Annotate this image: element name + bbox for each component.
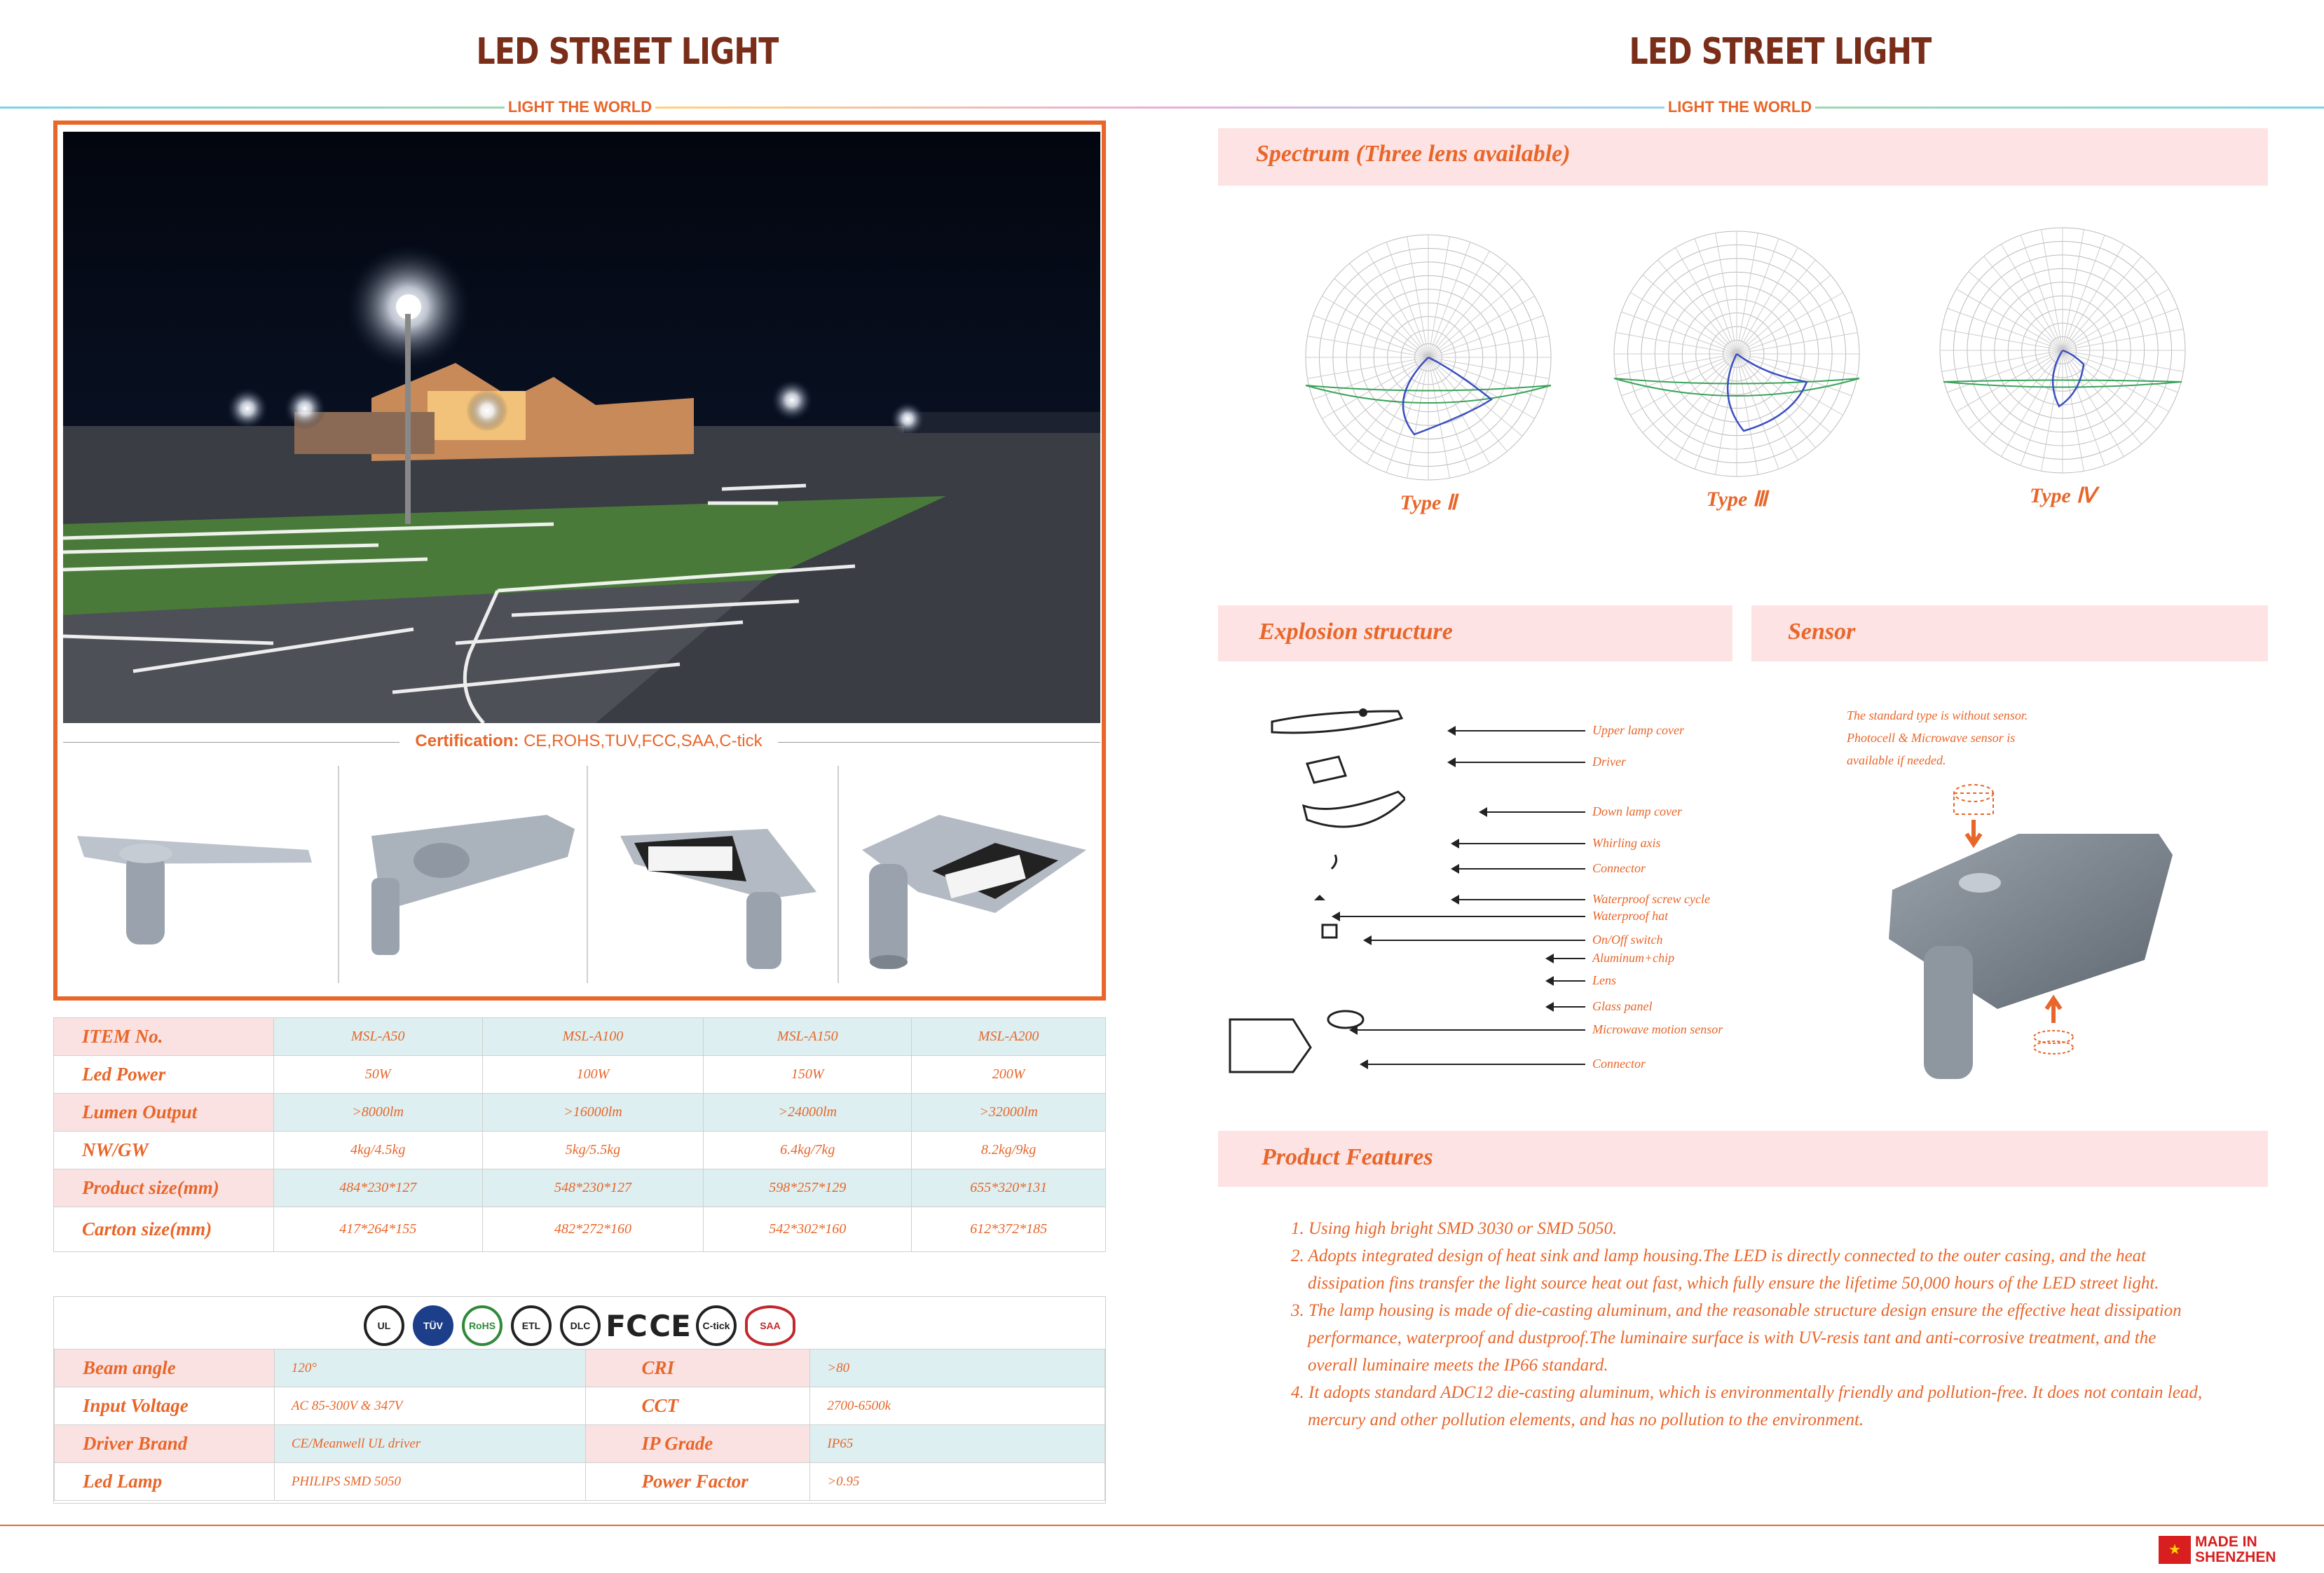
explosion-part-label: Lens [1592, 973, 1617, 987]
features-title: Product Features [1262, 1144, 1433, 1170]
polar-type-label: Type Ⅲ [1706, 488, 1768, 511]
feature-line: 3. The lamp housing is made of die-casting aluminum, and the reasonable structure design ensure the effective heat dissipation [1291, 1301, 2182, 1320]
cert-icon-ce: CE [649, 1308, 691, 1343]
explosion-part-label: Waterproof screw cycle [1592, 892, 1710, 906]
leader-line [1458, 843, 1585, 844]
leader-arrowhead [1479, 807, 1487, 817]
leader-line [1552, 980, 1585, 982]
spec-value: 482*272*160 [482, 1207, 704, 1252]
sensor-band [1751, 605, 2268, 661]
param-value: AC 85-300V & 347V [274, 1387, 585, 1425]
polar-diagram [1607, 224, 1866, 483]
cert-icon-rohs: RoHS [462, 1305, 503, 1346]
right-tagline: LIGHT THE WORLD [1667, 98, 1812, 116]
leader-line [1552, 1006, 1585, 1008]
spectrum-title: Spectrum (Three lens available) [1256, 141, 1571, 167]
param-value: >80 [810, 1349, 1105, 1387]
leader-arrowhead [1349, 1025, 1358, 1035]
param-label: Beam angle [55, 1349, 275, 1387]
certification-value: CE,ROHS,TUV,FCC,SAA,C-tick [524, 731, 763, 750]
explosion-part-label: Upper lamp cover [1592, 723, 1684, 737]
spec-label: Led Power [54, 1056, 274, 1094]
feature-line: mercury and other pollution elements, and has no pollution to the environment. [1308, 1410, 1864, 1429]
spec-value: >8000lm [273, 1094, 482, 1132]
cert-icon-ul: UL [364, 1305, 404, 1346]
china-flag-icon: ★ [2159, 1536, 2191, 1564]
left-tagline: LIGHT THE WORLD [507, 98, 652, 116]
params-row [55, 1387, 1105, 1425]
param-label: IP Grade [585, 1425, 810, 1463]
param-label: Driver Brand [55, 1425, 275, 1463]
params-row [55, 1349, 1105, 1387]
param-label: Power Factor [585, 1463, 810, 1501]
made-in-line1: MADE IN [2195, 1534, 2257, 1550]
leader-arrowhead [1451, 864, 1459, 874]
spec-value: 484*230*127 [273, 1169, 482, 1207]
polar-diagram [1933, 221, 2192, 480]
product-side-view [70, 822, 329, 948]
spec-label: NW/GW [54, 1132, 274, 1169]
leader-arrowhead [1360, 1059, 1368, 1069]
spec-value: MSL-A200 [912, 1018, 1106, 1056]
explosion-part-label: Driver [1592, 755, 1626, 769]
product-bottom-view [606, 808, 831, 976]
leader-line [1454, 762, 1585, 763]
spec-table [53, 1017, 1106, 1252]
param-label: CRI [585, 1349, 810, 1387]
header-rule-right [1815, 107, 2324, 109]
features-list [1291, 1215, 2258, 1434]
cert-icon-saa: SAA [745, 1305, 795, 1346]
spec-value: 655*320*131 [912, 1169, 1106, 1207]
explosion-title: Explosion structure [1259, 619, 1453, 645]
spec-value: 50W [273, 1056, 482, 1094]
leader-line [1458, 868, 1585, 870]
feature-line: performance, waterproof and dustproof.The luminaire surface is with UV-resis tant and anti-corrosive treatment, and the [1308, 1328, 2156, 1347]
polar-type-label: Type Ⅳ [2029, 484, 2096, 507]
leader-arrowhead [1451, 895, 1459, 905]
params-row [55, 1425, 1105, 1463]
leader-line [1356, 1029, 1585, 1031]
params-table [54, 1349, 1105, 1501]
cert-icon-etl: ETL [511, 1305, 552, 1346]
product-top-view [357, 794, 582, 962]
spec-value: MSL-A50 [273, 1018, 482, 1056]
leader-arrowhead [1332, 912, 1340, 921]
spec-value: MSL-A100 [482, 1018, 704, 1056]
sensor-note-line: available if needed. [1847, 753, 1946, 767]
cert-icon-tv: TÜV [413, 1305, 453, 1346]
param-value: CE/Meanwell UL driver [274, 1425, 585, 1463]
leader-arrowhead [1545, 976, 1554, 986]
spec-value: 542*302*160 [704, 1207, 912, 1252]
cert-icons-row [54, 1303, 1105, 1349]
explosion-part-label: Microwave motion sensor [1592, 1022, 1723, 1036]
param-value: >0.95 [810, 1463, 1105, 1501]
sensor-note [1847, 704, 2141, 771]
spec-value: 4kg/4.5kg [273, 1132, 482, 1169]
spec-value: 417*264*155 [273, 1207, 482, 1252]
spec-row [54, 1094, 1106, 1132]
leader-line [1339, 916, 1585, 917]
spec-value: >16000lm [482, 1094, 704, 1132]
spec-value: 150W [704, 1056, 912, 1094]
leader-line [1552, 958, 1585, 959]
polar-diagram [1299, 228, 1558, 487]
cert-icon-dlc: DLC [560, 1305, 601, 1346]
spec-row [54, 1132, 1106, 1169]
explosion-band [1218, 605, 1732, 661]
explosion-part-label: Connector [1592, 861, 1646, 875]
feature-line: dissipation fins transfer the light source heat out fast, which fully ensure the lifetime 50,000 hours of the LED street light. [1308, 1274, 2159, 1293]
explosion-part-label: On/Off switch [1592, 933, 1663, 947]
explosion-part-label: Connector [1592, 1057, 1646, 1071]
certification-line [63, 731, 1100, 754]
feature-line: overall luminaire meets the IP66 standard. [1308, 1356, 1608, 1375]
leader-line [1367, 1064, 1585, 1065]
spec-value: 100W [482, 1056, 704, 1094]
spec-row [54, 1018, 1106, 1056]
leader-arrowhead [1451, 839, 1459, 849]
made-in-line2: SHENZHEN [2195, 1549, 2276, 1565]
sensor-title: Sensor [1788, 619, 1856, 645]
cert-icon-ctick: C-tick [696, 1305, 737, 1346]
product-photo-frame [53, 121, 1106, 1001]
footer-rule [0, 1525, 2324, 1526]
spec-value: >24000lm [704, 1094, 912, 1132]
parking-lot-photo [63, 132, 1100, 723]
leader-arrowhead [1545, 1002, 1554, 1012]
leader-line [1486, 811, 1585, 813]
feature-line: 2. Adopts integrated design of heat sink and lamp housing.The LED is directly connected to the outer casing, and the heat [1291, 1246, 2146, 1265]
header-rule-mid [655, 107, 1665, 109]
left-page-title: LED STREET LIGHT [476, 31, 779, 73]
leader-line [1458, 899, 1585, 900]
explosion-drawing [1223, 697, 1405, 1090]
leader-arrowhead [1447, 757, 1456, 767]
leader-line [1454, 730, 1585, 731]
leader-line [1370, 940, 1585, 941]
polar-type-label: Type Ⅱ [1400, 491, 1457, 514]
param-value: PHILIPS SMD 5050 [274, 1463, 585, 1501]
product-thumbnails [63, 766, 1100, 990]
feature-line: 4. It adopts standard ADC12 die-casting aluminum, which is environmentally friendly and pollution-free. It does not contain lead, [1291, 1383, 2203, 1402]
param-value: 120° [274, 1349, 585, 1387]
spec-label: Lumen Output [54, 1094, 274, 1132]
explosion-part-label: Aluminum+chip [1592, 951, 1675, 965]
spec-label: Product size(mm) [54, 1169, 274, 1207]
spec-value: >32000lm [912, 1094, 1106, 1132]
explosion-part-label: Waterproof hat [1592, 909, 1669, 923]
param-value: 2700-6500k [810, 1387, 1105, 1425]
explosion-part-label: Glass panel [1592, 999, 1653, 1013]
params-row [55, 1463, 1105, 1501]
explosion-part-label: Down lamp cover [1592, 804, 1682, 818]
sensor-note-line: Photocell & Microwave sensor is [1847, 731, 2016, 745]
product-angled-view [855, 808, 1093, 976]
right-page-title: LED STREET LIGHT [1629, 31, 1932, 73]
leader-arrowhead [1545, 954, 1554, 963]
feature-line: 1. Using high bright SMD 3030 or SMD 5050. [1291, 1219, 1618, 1238]
features-band [1218, 1131, 2268, 1187]
made-in-badge [2195, 1534, 2276, 1565]
spec-value: 8.2kg/9kg [912, 1132, 1106, 1169]
params-box [53, 1296, 1106, 1504]
param-label: Led Lamp [55, 1463, 275, 1501]
spec-value: 598*257*129 [704, 1169, 912, 1207]
cert-icon-fc: FC [606, 1308, 648, 1343]
spec-label: Carton size(mm) [54, 1207, 274, 1252]
certification-label: Certification: [415, 731, 519, 750]
spec-value: 548*230*127 [482, 1169, 704, 1207]
spec-value: 6.4kg/7kg [704, 1132, 912, 1169]
spec-value: MSL-A150 [704, 1018, 912, 1056]
leader-arrowhead [1363, 935, 1372, 945]
header-rule-left [0, 107, 505, 109]
sensor-product-drawing [1878, 778, 2180, 1086]
param-label: CCT [585, 1387, 810, 1425]
spec-row [54, 1169, 1106, 1207]
sensor-note-line: The standard type is without sensor. [1847, 708, 2028, 722]
leader-arrowhead [1447, 726, 1456, 736]
spec-row [54, 1056, 1106, 1094]
param-value: IP65 [810, 1425, 1105, 1463]
param-label: Input Voltage [55, 1387, 275, 1425]
spec-value: 5kg/5.5kg [482, 1132, 704, 1169]
spec-value: 612*372*185 [912, 1207, 1106, 1252]
spec-label: ITEM No. [54, 1018, 274, 1056]
spec-row [54, 1207, 1106, 1252]
spec-value: 200W [912, 1056, 1106, 1094]
explosion-part-label: Whirling axis [1592, 836, 1661, 850]
spectrum-band [1218, 128, 2268, 186]
